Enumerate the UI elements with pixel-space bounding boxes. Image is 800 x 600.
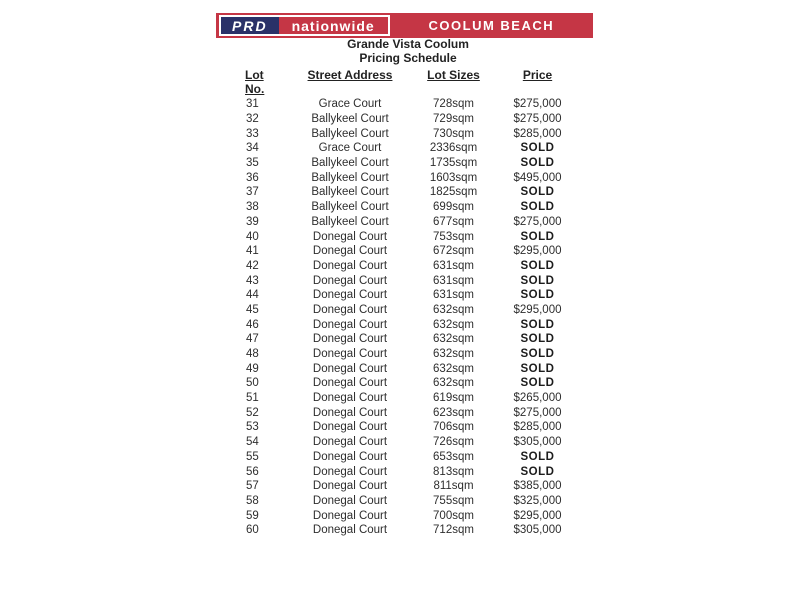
- cell-price: SOLD: [520, 142, 555, 155]
- cell-street: Donegal Court: [312, 509, 388, 522]
- cell-size: 813sqm: [433, 465, 474, 478]
- table-row: [245, 170, 578, 185]
- cell-price: $275,000: [513, 215, 562, 228]
- cell-size: 677sqm: [433, 215, 474, 228]
- table-row: [245, 244, 578, 259]
- column-header-lot-no: [245, 68, 290, 96]
- cell-size: 726sqm: [433, 436, 474, 449]
- cell-lot: 48: [246, 348, 259, 361]
- cell-lot: 52: [246, 406, 259, 419]
- table-row: [245, 97, 578, 112]
- cell-price: $495,000: [513, 171, 562, 184]
- cell-size: 811sqm: [433, 480, 474, 493]
- cell-size: 632sqm: [433, 318, 474, 331]
- cell-street: Donegal Court: [312, 392, 388, 405]
- cell-size: 632sqm: [433, 348, 474, 361]
- cell-lot: 51: [246, 392, 259, 405]
- cell-street: Donegal Court: [312, 245, 388, 258]
- cell-lot: 50: [246, 377, 259, 390]
- cell-street: Ballykeel Court: [311, 157, 389, 170]
- cell-lot: 44: [246, 289, 259, 302]
- table-row: [245, 259, 578, 274]
- cell-street: Donegal Court: [312, 406, 388, 419]
- cell-street: Ballykeel Court: [311, 186, 389, 199]
- cell-size: 2336sqm: [429, 142, 478, 155]
- cell-price: SOLD: [520, 362, 555, 375]
- cell-street: Donegal Court: [312, 318, 388, 331]
- cell-size: 700sqm: [433, 509, 474, 522]
- table-row: [245, 435, 578, 450]
- cell-price: $285,000: [513, 421, 562, 434]
- table-row: [245, 126, 578, 141]
- cell-size: 753sqm: [433, 230, 474, 243]
- cell-lot: 60: [246, 524, 259, 537]
- cell-size: 1825sqm: [429, 186, 478, 199]
- document-title: Grande Vista Coolum: [347, 37, 469, 51]
- table-row: [245, 361, 578, 376]
- cell-street: Grace Court: [318, 98, 382, 111]
- table-row: [245, 405, 578, 420]
- cell-lot: 39: [246, 215, 259, 228]
- cell-street: Donegal Court: [312, 421, 388, 434]
- cell-price: $275,000: [513, 406, 562, 419]
- cell-lot: 49: [246, 362, 259, 375]
- cell-lot: 56: [246, 465, 259, 478]
- table-row: [245, 215, 578, 230]
- cell-street: Donegal Court: [312, 230, 388, 243]
- table-row: [245, 494, 578, 509]
- table-row: [245, 523, 578, 538]
- cell-price: SOLD: [520, 201, 555, 214]
- cell-street: Donegal Court: [312, 465, 388, 478]
- cell-size: 619sqm: [433, 392, 474, 405]
- cell-size: 631sqm: [433, 259, 474, 272]
- cell-size: 706sqm: [433, 421, 474, 434]
- cell-size: 730sqm: [433, 127, 474, 140]
- cell-street: Ballykeel Court: [311, 201, 389, 214]
- table-row: [245, 288, 578, 303]
- table-row: [245, 420, 578, 435]
- cell-lot: 33: [246, 127, 259, 140]
- table-row: [245, 508, 578, 523]
- cell-street: Donegal Court: [312, 494, 388, 507]
- cell-price: SOLD: [520, 230, 555, 243]
- column-header-street-address: Street Address: [307, 68, 393, 82]
- cell-lot: 53: [246, 421, 259, 434]
- cell-lot: 37: [246, 186, 259, 199]
- cell-street: Donegal Court: [312, 524, 388, 537]
- cell-street: Ballykeel Court: [311, 215, 389, 228]
- cell-lot: 32: [246, 113, 259, 126]
- cell-street: Donegal Court: [312, 274, 388, 287]
- table-row: [245, 332, 578, 347]
- cell-price: $385,000: [513, 480, 562, 493]
- cell-price: SOLD: [520, 450, 555, 463]
- column-header-lot-line1: Lot: [245, 68, 264, 82]
- cell-size: 728sqm: [433, 98, 474, 111]
- cell-price: SOLD: [520, 318, 555, 331]
- cell-lot: 41: [246, 245, 259, 258]
- cell-lot: 34: [246, 142, 259, 155]
- cell-size: 712sqm: [433, 524, 474, 537]
- cell-size: 653sqm: [433, 450, 474, 463]
- cell-price: $275,000: [513, 113, 562, 126]
- cell-size: 631sqm: [433, 274, 474, 287]
- cell-price: SOLD: [520, 465, 555, 478]
- table-header-row: [245, 68, 578, 96]
- cell-size: 672sqm: [433, 245, 474, 258]
- cell-size: 729sqm: [433, 113, 474, 126]
- header-band: [216, 13, 593, 38]
- table-row: [245, 112, 578, 127]
- column-header-lot-line2: No.: [245, 82, 265, 96]
- cell-street: Donegal Court: [312, 348, 388, 361]
- cell-price: $295,000: [513, 303, 562, 316]
- cell-street: Donegal Court: [312, 480, 388, 493]
- cell-lot: 47: [246, 333, 259, 346]
- cell-lot: 55: [246, 450, 259, 463]
- logo-prd-text: PRD: [221, 17, 279, 34]
- cell-price: $305,000: [513, 524, 562, 537]
- cell-lot: 35: [246, 157, 259, 170]
- cell-street: Ballykeel Court: [311, 171, 389, 184]
- cell-lot: 36: [246, 171, 259, 184]
- prd-nationwide-logo: [219, 15, 390, 36]
- table-row: [245, 464, 578, 479]
- cell-size: 632sqm: [433, 333, 474, 346]
- cell-lot: 40: [246, 230, 259, 243]
- table-row: [245, 347, 578, 362]
- table-row: [245, 200, 578, 215]
- table-row: [245, 450, 578, 465]
- cell-size: 623sqm: [433, 406, 474, 419]
- cell-size: 631sqm: [433, 289, 474, 302]
- column-header-lot-sizes: Lot Sizes: [427, 68, 480, 82]
- column-header-price: Price: [522, 68, 553, 82]
- table-row: [245, 185, 578, 200]
- table-row: [245, 479, 578, 494]
- cell-street: Donegal Court: [312, 303, 388, 316]
- cell-lot: 54: [246, 436, 259, 449]
- cell-lot: 43: [246, 274, 259, 287]
- cell-price: SOLD: [520, 259, 555, 272]
- cell-price: $275,000: [513, 98, 562, 111]
- cell-street: Donegal Court: [312, 377, 388, 390]
- cell-lot: 58: [246, 494, 259, 507]
- cell-size: 632sqm: [433, 303, 474, 316]
- cell-size: 1603sqm: [429, 171, 478, 184]
- office-name: COOLUM BEACH: [428, 18, 555, 33]
- cell-lot: 57: [246, 480, 259, 493]
- table-row: [245, 317, 578, 332]
- cell-street: Donegal Court: [312, 289, 388, 302]
- table-row: [245, 376, 578, 391]
- table-row: [245, 273, 578, 288]
- cell-lot: 42: [246, 259, 259, 272]
- cell-lot: 31: [246, 98, 259, 111]
- cell-price: $285,000: [513, 127, 562, 140]
- cell-street: Donegal Court: [312, 333, 388, 346]
- cell-street: Donegal Court: [312, 362, 388, 375]
- cell-price: SOLD: [520, 348, 555, 361]
- cell-price: $295,000: [513, 245, 562, 258]
- cell-price: SOLD: [520, 157, 555, 170]
- cell-street: Donegal Court: [312, 436, 388, 449]
- cell-size: 755sqm: [433, 494, 474, 507]
- cell-street: Grace Court: [318, 142, 382, 155]
- cell-price: SOLD: [520, 333, 555, 346]
- cell-size: 1735sqm: [429, 157, 478, 170]
- cell-price: SOLD: [520, 274, 555, 287]
- cell-lot: 38: [246, 201, 259, 214]
- cell-price: SOLD: [520, 289, 555, 302]
- cell-street: Ballykeel Court: [311, 113, 389, 126]
- cell-street: Donegal Court: [312, 259, 388, 272]
- cell-lot: 59: [246, 509, 259, 522]
- table-row: [245, 391, 578, 406]
- cell-size: 699sqm: [433, 201, 474, 214]
- cell-price: $325,000: [513, 494, 562, 507]
- cell-price: $295,000: [513, 509, 562, 522]
- cell-lot: 46: [246, 318, 259, 331]
- table-row: [245, 141, 578, 156]
- cell-price: $265,000: [513, 392, 562, 405]
- table-row: [245, 303, 578, 318]
- document-subtitle: Pricing Schedule: [359, 51, 457, 65]
- table-row: [245, 156, 578, 171]
- cell-lot: 45: [246, 303, 259, 316]
- cell-size: 632sqm: [433, 377, 474, 390]
- logo-nationwide-text: nationwide: [279, 17, 388, 34]
- cell-price: SOLD: [520, 377, 555, 390]
- cell-size: 632sqm: [433, 362, 474, 375]
- cell-price: $305,000: [513, 436, 562, 449]
- cell-street: Donegal Court: [312, 450, 388, 463]
- table-body: [245, 97, 578, 538]
- cell-price: SOLD: [520, 186, 555, 199]
- cell-street: Ballykeel Court: [311, 127, 389, 140]
- table-row: [245, 229, 578, 244]
